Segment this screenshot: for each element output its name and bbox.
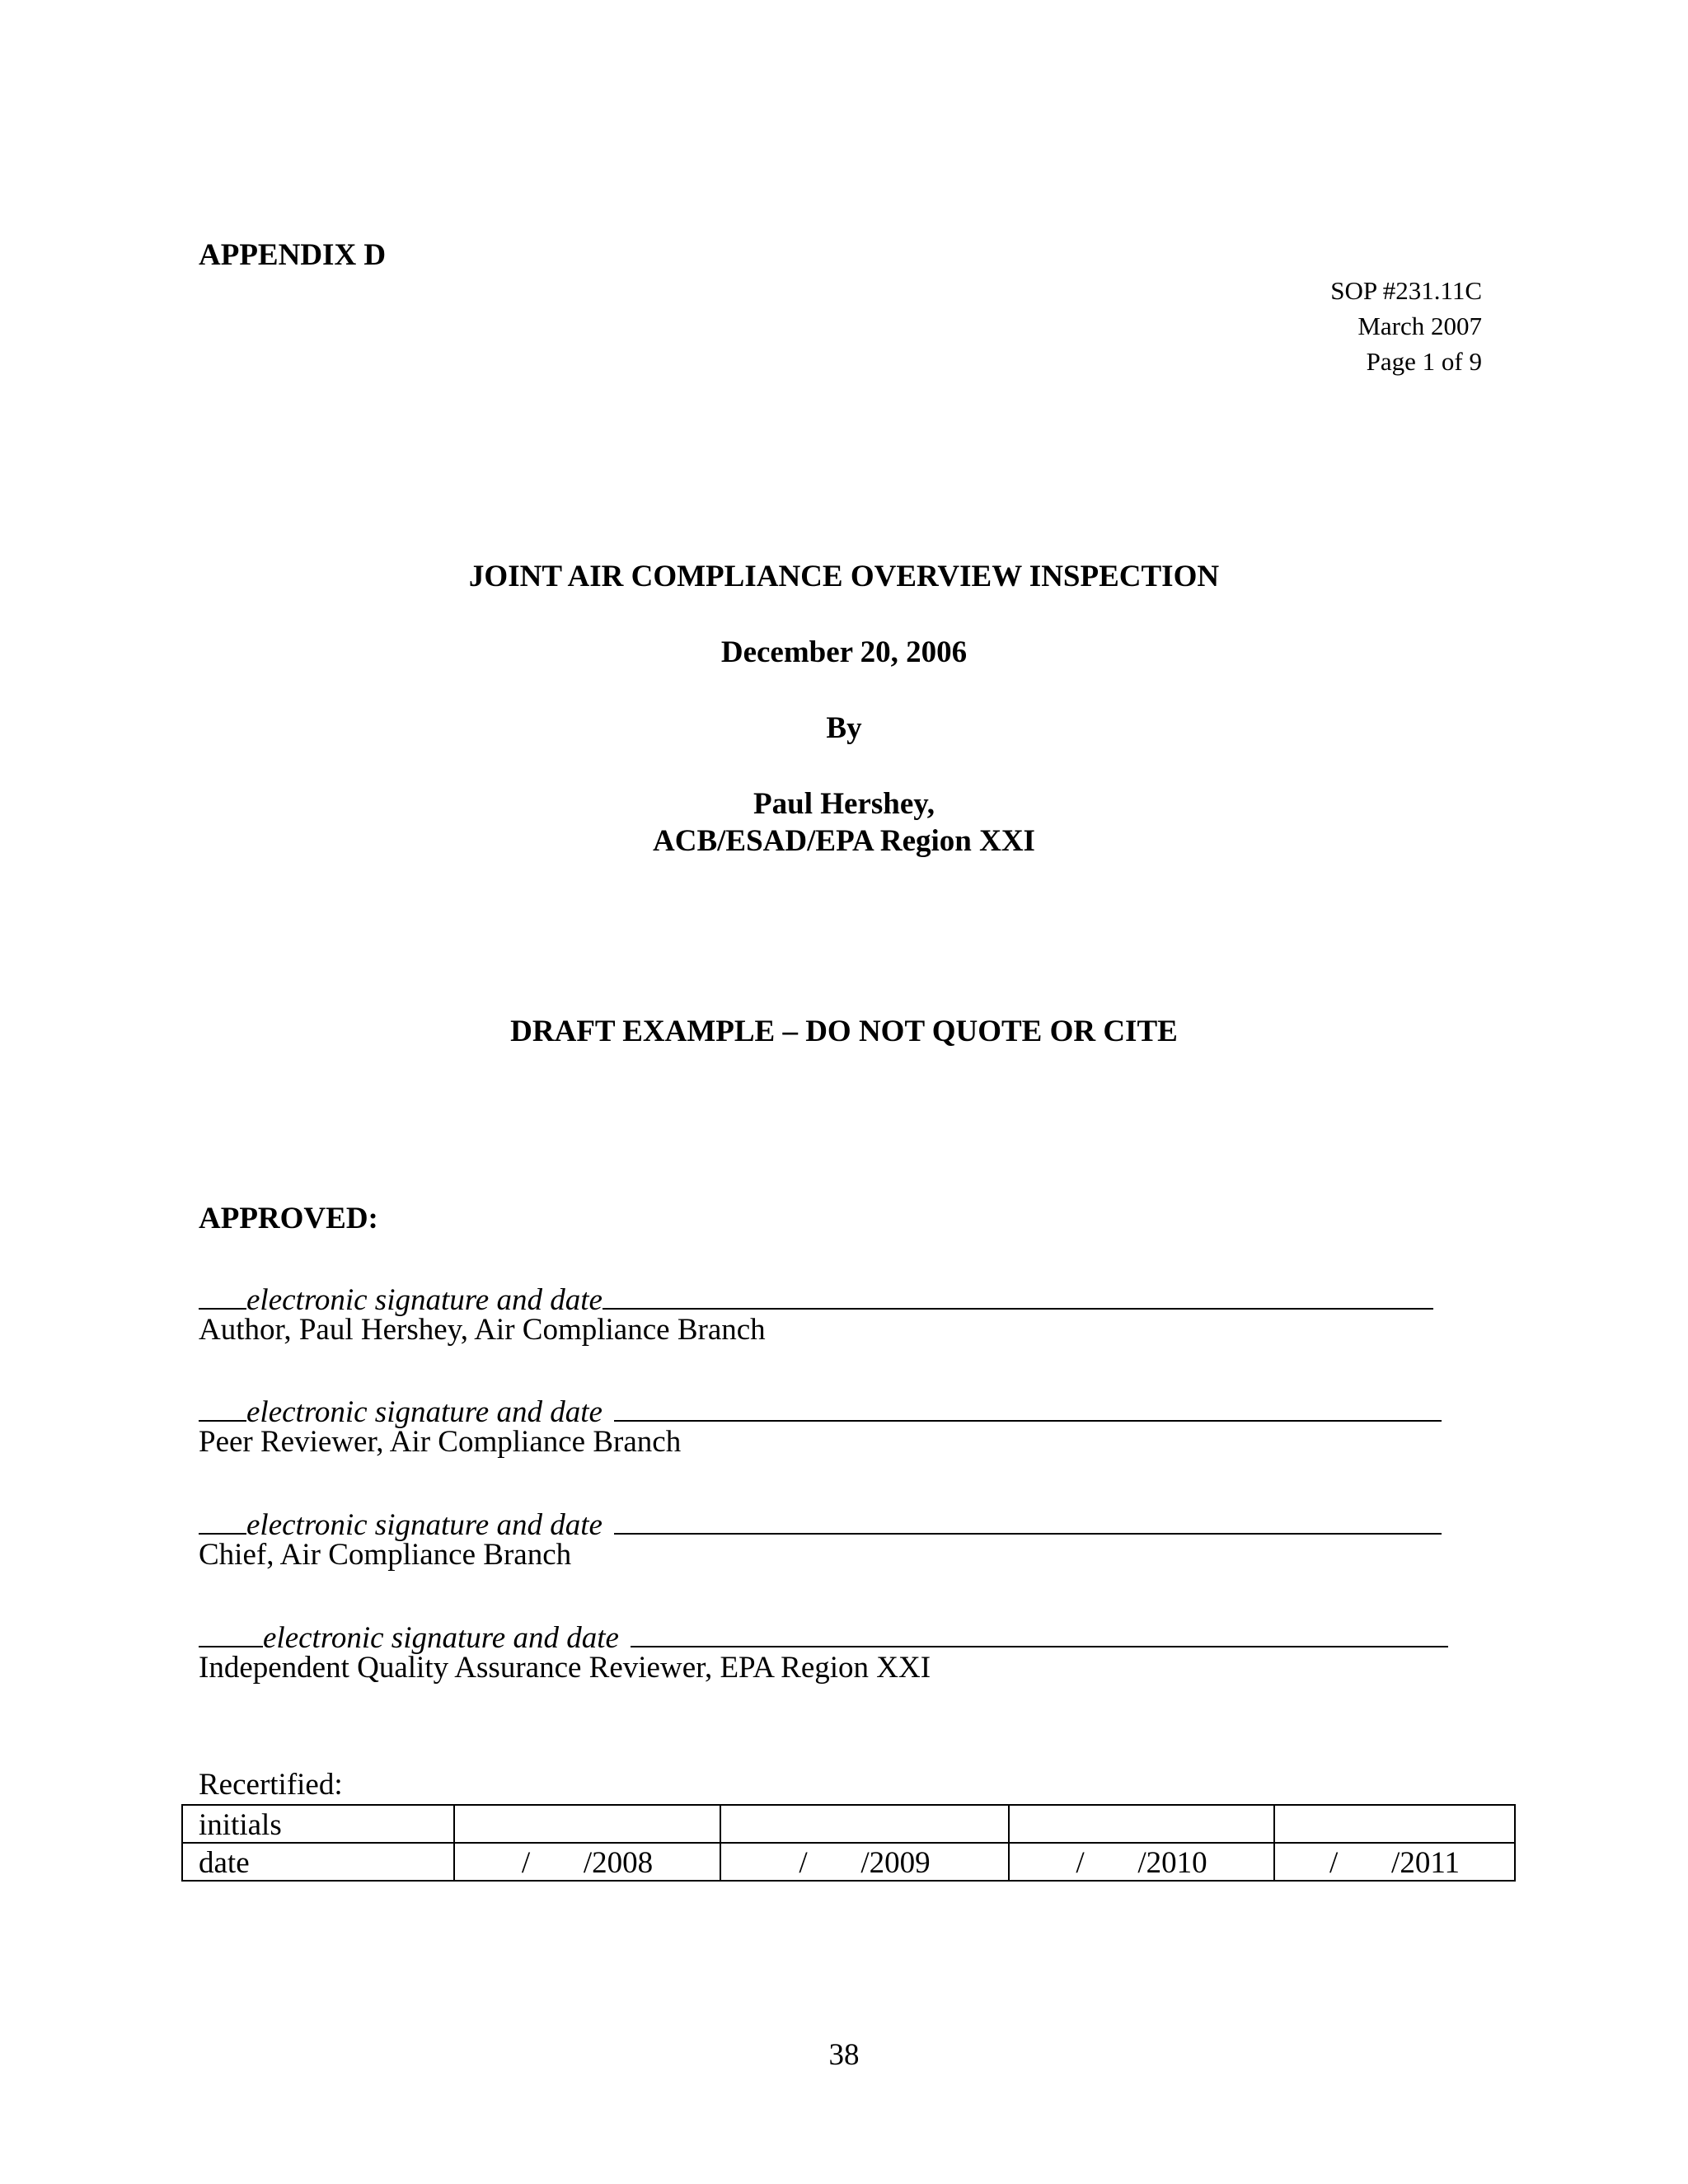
row-label-initials: initials: [182, 1805, 454, 1843]
document-title: JOINT AIR COMPLIANCE OVERVIEW INSPECTION: [468, 560, 1220, 593]
recertification-table: [181, 1804, 1516, 1882]
document-meta: [1330, 273, 1482, 379]
row-label-date: date: [182, 1843, 454, 1881]
author-name: Paul Hershey,: [753, 787, 935, 821]
date-cell[interactable]: / /2008: [454, 1843, 720, 1881]
signature-blank: [614, 1502, 1442, 1535]
initials-cell[interactable]: [454, 1805, 720, 1843]
signature-blank: [614, 1389, 1442, 1422]
date-cell[interactable]: / /2011: [1274, 1843, 1515, 1881]
table-row: [182, 1843, 1515, 1881]
inspection-date: December 20, 2006: [720, 635, 968, 669]
signature-text: electronic signature and date: [246, 1508, 603, 1542]
signature-check-blank: [199, 1389, 246, 1422]
sop-date: March 2007: [1357, 312, 1482, 340]
initials-cell[interactable]: [1274, 1805, 1515, 1843]
page-number: 38: [828, 2038, 860, 2072]
signature-text: electronic signature and date: [246, 1395, 603, 1429]
signature-text: electronic signature and date: [263, 1621, 619, 1655]
appendix-label: APPENDIX D: [199, 238, 387, 272]
signature-blank: [631, 1615, 1448, 1647]
signature-role: Author, Paul Hershey, Air Compliance Branch: [199, 1313, 766, 1347]
signature-blank: [603, 1277, 1433, 1310]
approved-label: APPROVED:: [199, 1202, 378, 1235]
signature-check-blank: [199, 1277, 246, 1310]
initials-cell[interactable]: [720, 1805, 1009, 1843]
draft-notice: DRAFT EXAMPLE – DO NOT QUOTE OR CITE: [510, 1015, 1178, 1048]
sop-number: SOP #231.11C: [1330, 276, 1482, 305]
date-cell[interactable]: / /2010: [1009, 1843, 1274, 1881]
initials-cell[interactable]: [1009, 1805, 1274, 1843]
by-label: By: [826, 711, 862, 745]
author-organization: ACB/ESAD/EPA Region XXI: [653, 824, 1035, 858]
signature-check-blank: [199, 1502, 246, 1535]
signature-role: Independent Quality Assurance Reviewer, EPA Region XXI: [199, 1651, 931, 1685]
signature-text: electronic signature and date: [246, 1283, 603, 1317]
signature-role: Peer Reviewer, Air Compliance Branch: [199, 1425, 682, 1459]
signature-check-blank: [199, 1615, 263, 1647]
page-of: Page 1 of 9: [1366, 347, 1482, 376]
table-row: [182, 1805, 1515, 1843]
signature-role: Chief, Air Compliance Branch: [199, 1538, 572, 1572]
recertified-label: Recertified:: [199, 1768, 343, 1802]
date-cell[interactable]: / /2009: [720, 1843, 1009, 1881]
